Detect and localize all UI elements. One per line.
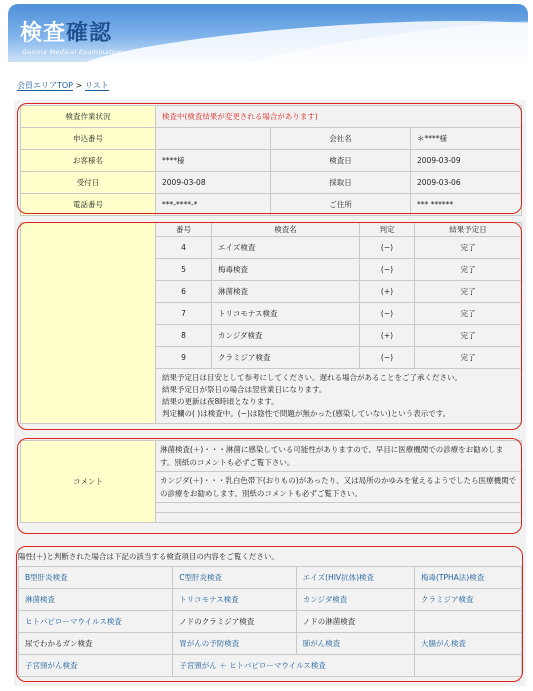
breadcrumb: [17, 80, 109, 91]
table-row: [19, 633, 522, 655]
recommend-link[interactable]: B型肝炎検査: [19, 567, 173, 589]
comment-blank-row: [156, 503, 522, 513]
results-header-number: 番号: [156, 223, 212, 237]
recommend-intro: 陽性(＋)と判断された場合は下記の該当する検査項目の内容をご覧ください。: [18, 552, 279, 561]
result-status: 完了: [415, 281, 522, 303]
comment-text-gonorrhea: 淋菌検査(＋)・・・淋菌に感染している可能性がありますので、早目に医療機関での診療をお勧めします。別紙のコメントも必ずご覧下さい。: [156, 441, 522, 472]
breadcrumb-separator: >: [73, 81, 85, 90]
result-number: 7: [156, 303, 212, 325]
received-date-value: 2009-03-08: [156, 172, 271, 194]
results-note: 結果予定日が祭日の場合は翌営業日になります。: [162, 385, 327, 394]
recommend-link[interactable]: 子宮頸がん検査: [19, 655, 173, 677]
phone-label: 電話番号: [21, 194, 156, 216]
header-subtitle: Gunma Medical Examination: [22, 48, 123, 56]
result-judgment: (−): [360, 259, 415, 281]
results-header-name: 検査名: [212, 223, 360, 237]
title-part1: 検査: [20, 21, 67, 46]
recommend-links-table: [18, 566, 522, 677]
recommend-empty-cell: [414, 611, 521, 633]
comment-text-candida: カンジダ(＋)・・・乳白色帯下(おりもの)があったり、又は局所のかゆみを覚えるようでしたら医療機関での診療をお勧めします。別紙のコメントも必ずご覧下さい。: [156, 472, 522, 503]
collection-date-label: 採取日: [271, 172, 411, 194]
recommend-link[interactable]: 肺がん検査: [296, 633, 414, 655]
result-judgment: (−): [360, 303, 415, 325]
recommend-text: 尿でわかるガン検査: [19, 633, 173, 655]
phone-value: ***-****-*: [156, 194, 271, 216]
results-table: [20, 222, 522, 424]
results-header-due-date: 結果予定日: [415, 223, 522, 237]
customer-name-label: お客様名: [21, 150, 156, 172]
result-judgment: (−): [360, 237, 415, 259]
result-status: 完了: [415, 237, 522, 259]
results-side-cell: [21, 223, 156, 424]
page-title: [20, 16, 112, 47]
result-test-name: 梅毒検査: [212, 259, 360, 281]
comment-table: [20, 440, 522, 523]
results-notes: [156, 369, 522, 424]
result-number: 9: [156, 347, 212, 369]
table-row: [19, 611, 522, 633]
collection-date-value: 2009-03-06: [411, 172, 522, 194]
exam-date-label: 検査日: [271, 150, 411, 172]
result-test-name: トリコモナス検査: [212, 303, 360, 325]
address-value: *** ******: [411, 194, 522, 216]
results-note: 結果の更新は夜8時頃となります。: [162, 397, 279, 406]
site-header-banner: [8, 4, 528, 62]
address-label: ご住所: [271, 194, 411, 216]
result-judgment: (−): [360, 347, 415, 369]
recommend-link[interactable]: エイズ(HIV抗体)検査: [296, 567, 414, 589]
recommend-link[interactable]: クラミジア検査: [414, 589, 521, 611]
application-number-value: [156, 128, 271, 150]
result-test-name: カンジダ検査: [212, 325, 360, 347]
recommend-link[interactable]: C型肝炎検査: [173, 567, 297, 589]
results-header-judgment: 判定: [360, 223, 415, 237]
title-part2: 確認: [66, 21, 113, 46]
recommend-link[interactable]: 胃がんの予防検査: [173, 633, 297, 655]
table-row: [19, 589, 522, 611]
customer-name-value: ****様: [156, 150, 271, 172]
recommend-text: ノドの淋菌検査: [296, 611, 414, 633]
recommend-link[interactable]: 大腸がん検査: [414, 633, 521, 655]
breadcrumb-current-link[interactable]: リスト: [84, 81, 109, 90]
result-test-name: エイズ検査: [212, 237, 360, 259]
result-test-name: 淋菌検査: [212, 281, 360, 303]
recommend-text: ノドのクラミジア検査: [173, 611, 297, 633]
recommend-link[interactable]: ヒトパピローマウイルス検査: [19, 611, 173, 633]
result-status: 完了: [415, 259, 522, 281]
result-status: 完了: [415, 303, 522, 325]
status-value: 検査中(検査結果が変更される場合があります): [156, 106, 522, 128]
result-number: 8: [156, 325, 212, 347]
results-note: 結果予定日は目安として参考にしてください。遅れる場合があることをご了承ください。: [162, 373, 462, 382]
results-note: 判定欄の( )は検査中。(−)は陰性で問題が無かった(感染していない)という表示です。: [162, 409, 451, 418]
result-status: 完了: [415, 325, 522, 347]
comment-blank-row: [156, 513, 522, 523]
exam-date-value: 2009-03-09: [411, 150, 522, 172]
recommend-link[interactable]: 淋菌検査: [19, 589, 173, 611]
result-judgment: (+): [360, 281, 415, 303]
recommend-empty-cell: [414, 655, 521, 677]
table-row: [19, 655, 522, 677]
result-test-name: クラミジア検査: [212, 347, 360, 369]
recommend-link[interactable]: 梅毒(TPHA法)検査: [414, 567, 521, 589]
comment-label: コメント: [21, 441, 156, 523]
result-number: 6: [156, 281, 212, 303]
application-number-label: 申込番号: [21, 128, 156, 150]
result-number: 5: [156, 259, 212, 281]
breadcrumb-home-link[interactable]: 会員エリアTOP: [17, 81, 74, 90]
status-label: 検査作業状況: [21, 106, 156, 128]
recommend-link[interactable]: トリコモナス検査: [173, 589, 297, 611]
result-status: 完了: [415, 347, 522, 369]
recommend-link[interactable]: カンジダ検査: [296, 589, 414, 611]
recommend-link[interactable]: 子宮頸がん ＋ ヒトパピローマウイルス検査: [173, 655, 415, 677]
received-date-label: 受付日: [21, 172, 156, 194]
company-label: 会社名: [271, 128, 411, 150]
company-value: ＊****様: [411, 128, 522, 150]
result-judgment: (+): [360, 325, 415, 347]
table-row: [19, 567, 522, 589]
order-info-table: [20, 105, 522, 216]
result-number: 4: [156, 237, 212, 259]
